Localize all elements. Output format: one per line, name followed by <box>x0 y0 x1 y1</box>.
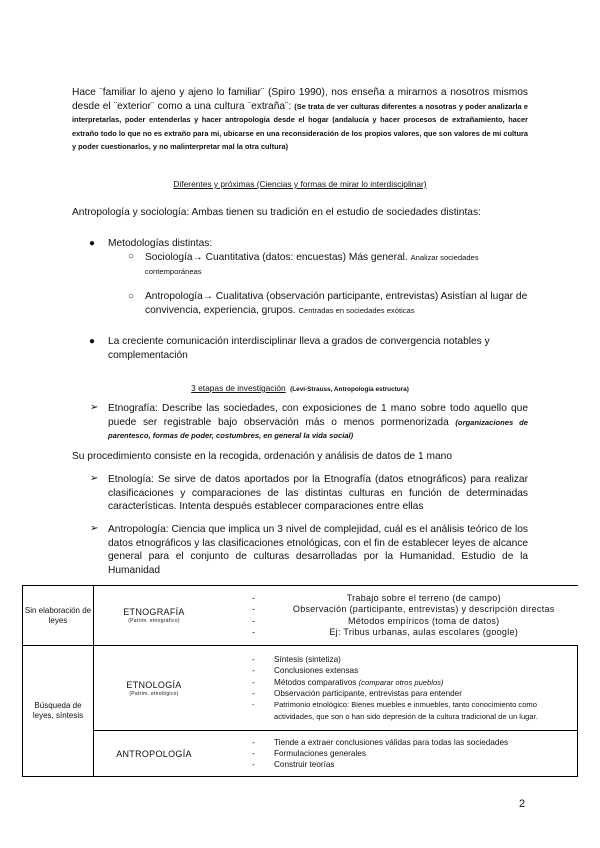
arrow-bullet-icon: ➢ <box>90 523 99 534</box>
bullet-dot: ● <box>89 336 96 347</box>
etnografia-paragraph: Etnografía: Describe las sociedades, con exposiciones de 1 mano sobre todo aquello que puede ser registrable bajo observación más o menos pormenorizada (organizaciones de parentesco, formas de poder, costumbres, en general la vida social) <box>108 403 528 440</box>
anthro-sociology-paragraph: Antropología y sociología: Ambas tienen su tradición en el estudio de sociedades distintas: <box>72 207 481 218</box>
etnografia-cell <box>94 586 578 646</box>
intro-main: Hace ¨familiar lo ajeno y ajeno lo familiar¨ (Spiro 1990), nos enseña a mirarnos a nosotros mismos desde el ¨exterior¨ como a una cultura ¨extraña¨: <box>72 87 528 112</box>
list-item: - Tiende a extraer conclusiones válidas para todas las sociedades <box>274 737 573 748</box>
antropologia-name: ANTROPOLOGÍA <box>116 748 192 759</box>
antropologia-list <box>214 733 577 775</box>
row-label-no-laws: Sin elaboración de leyes <box>23 586 94 646</box>
list-item: - Ej: Tribus urbanas, aulas escolares (google) <box>274 627 574 638</box>
stages-table <box>22 585 578 777</box>
list-item: - Formulaciones generales <box>274 748 573 759</box>
procedure-paragraph: Su procedimiento consiste en la recogida, ordenación y análisis de datos de 1 mano <box>72 451 453 462</box>
intro-note: (Se trata de ver culturas diferentes a nosotras y poder analizarla e interpretarlas, poder entenderlas y hacer antropología desde el hogar (andalucía y hacer procesos de extrañamiento, hacer extraño todo lo que no es extraño para mi, ubicarse en una reconsideración de los propios valores, que son valores de mi cultura y poder cuestionarlos, y no malinterpretar mal la otra cultura) <box>72 101 528 151</box>
method-sociology: Sociología→ Cuantitativa (datos: encuestas) Más general. Analizar sociedades contemporáneas <box>145 252 479 276</box>
methods-label: Metodologías distintas: <box>108 238 213 249</box>
section-heading-different-close: Diferentes y próximas (Ciencias y formas de mirar lo interdisciplinar) <box>173 179 427 189</box>
bullet-dot: ● <box>89 238 96 249</box>
arrow-bullet-icon: ➢ <box>90 473 99 484</box>
list-item: - Construir teorías <box>274 759 573 770</box>
list-item: - Observación (participante, entrevistas) y descripción directas <box>274 604 574 615</box>
etnologia-list <box>214 650 577 726</box>
etnografia-sub: (Patrim. etnográfico) <box>128 618 180 624</box>
arrow-bullet-icon: ➢ <box>90 402 99 413</box>
etnografia-list <box>214 589 578 642</box>
list-item: - Métodos empíricos (toma de datos) <box>274 616 574 627</box>
convergence-paragraph: La creciente comunicación interdisciplinar lleva a grados de convergencia notables y complementación <box>108 336 490 361</box>
etnologia-antropologia-cell <box>94 646 578 777</box>
row-label-laws-search: Búsqueda de leyes, síntesis <box>23 646 94 777</box>
etnologia-sub: (Patrim. etnológico) <box>129 690 179 697</box>
page-number: 2 <box>519 798 526 810</box>
list-item: - Métodos comparativos (comparar otros pueblos) <box>274 677 573 688</box>
sub-bullet: ○ <box>128 251 135 262</box>
etnografia-name: ETNOGRAFÍA <box>123 607 185 617</box>
list-item: - Síntesis (sintetiza) <box>274 654 573 665</box>
list-item: - Conclusiones extensas <box>274 665 573 676</box>
sub-bullet: ○ <box>128 291 135 302</box>
list-item: - Observación participante, entrevistas para entender <box>274 688 573 699</box>
etnologia-paragraph: Etnología: Se sirve de datos aportados por la Etnografía (datos etnográficos) para realizar clasificaciones y comparaciones de las distintas culturas en función de determinadas características. Intenta después establecer comparaciones entre ellas <box>108 474 528 512</box>
antropologia-paragraph: Antropología: Ciencia que implica un 3 nivel de complejidad, cuál es el análisis teórico de los datos etnográficos y las clasificaciones etnológicas, con el fin de establecer leyes de alcance general para el conjunto de culturas desarrolladas por la Humanidad. Estudio de la Humanidad <box>108 524 528 576</box>
list-item: - Patrimonio etnológico: Bienes muebles e inmuebles, tanto conocimiento como actividades, que son o han sido depresión de la cultura tradicional de un lugar. <box>274 699 573 722</box>
list-item: - Trabajo sobre el terreno (de campo) <box>274 593 574 604</box>
section-heading-3-stages: 3 etapas de investigación (Levi-Strauss, Antropología estructura) <box>191 383 409 393</box>
intro-paragraph <box>72 86 528 154</box>
method-anthropology: Antropología→ Cualitativa (observación participante, entrevistas) Asistían al lugar de convivencia, experiencia, grupos. Centradas en sociedades exóticas <box>145 291 528 316</box>
etnologia-name: ETNOLOGÍA <box>126 679 182 690</box>
